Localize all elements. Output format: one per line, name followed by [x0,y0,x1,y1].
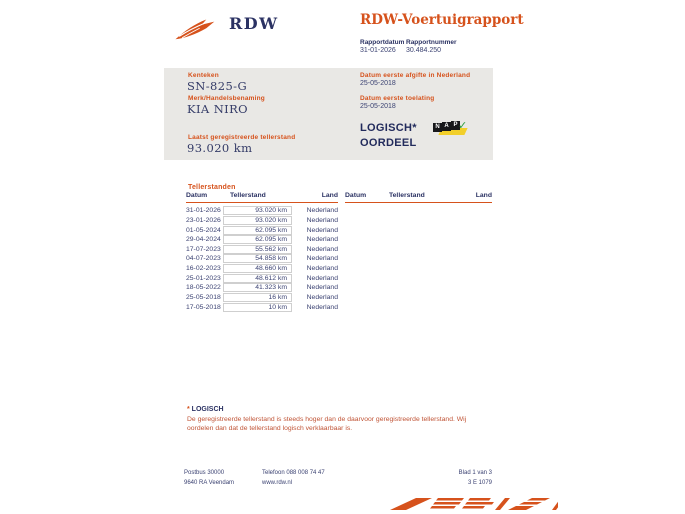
row-datum: 04-07-2023 [186,255,221,263]
row-tellerstand: 10 km [223,303,292,312]
logisch-footnote-title [187,406,224,413]
row-land: Nederland [306,226,338,234]
row-tellerstand: 62.095 km [223,235,292,244]
eerste-toelating-value: 25-05-2018 [360,103,396,110]
table-row [186,245,338,255]
row-datum: 01-05-2024 [186,226,221,234]
tellerstanden-table-left [186,192,338,312]
table-row [186,293,338,303]
footnote-title-text: LOGISCH [191,406,224,413]
row-land: Nederland [306,284,338,292]
footnote-asterisk: * [187,406,192,413]
row-tellerstand: 48.660 km [223,264,292,273]
row-tellerstand: 62.095 km [223,226,292,235]
table-header-row [345,192,492,203]
row-land: Nederland [306,245,338,253]
oordeel-line1: LOGISCH* [360,122,417,134]
speed-stripes-decoration [382,494,558,513]
eerste-toelating-label: Datum eerste toelating [360,95,435,102]
table-row [186,283,338,293]
col-header-land: Land [475,192,492,199]
rdw-logo-wing-icon [174,16,218,42]
oordeel-verdict [360,121,417,151]
eerste-afgifte-value: 25-05-2018 [360,80,396,87]
row-datum: 17-05-2018 [186,303,221,311]
footer-page-info [459,469,492,488]
rdw-logo-text: RDW [229,14,279,33]
row-datum: 16-02-2023 [186,265,221,273]
merk-label: Merk/Handelsbenaming [188,95,265,102]
row-land: Nederland [306,236,338,244]
tellerstanden-table-right [345,192,492,203]
col-header-datum: Datum [186,192,208,199]
kenteken-value: SN-825-G [187,79,248,93]
row-tellerstand: 48.612 km [223,274,292,283]
laatste-tellerstand-value: 93.020 km [187,141,253,155]
footer-contact [262,469,325,488]
report-date-value: 31-01-2026 [360,47,396,54]
row-datum: 25-05-2018 [186,293,221,301]
row-datum: 23-01-2026 [186,216,221,224]
footer-address-line1: Postbus 30000 [184,470,225,476]
row-tellerstand: 93.020 km [223,206,292,215]
table-header-row [186,192,338,203]
row-datum: 31-01-2026 [186,207,221,215]
table-row [186,254,338,264]
row-datum: 25-01-2023 [186,274,221,282]
footer-form-code: 3 E 1079 [467,479,492,486]
table-row [186,206,338,216]
nap-logo [433,121,471,138]
table-row [186,273,338,283]
row-datum: 18-05-2022 [186,284,221,292]
oordeel-line2: OORDEEL [360,137,417,149]
row-land: Nederland [306,274,338,282]
row-land: Nederland [306,216,338,224]
nap-checkmark-icon: ✓ [458,120,468,132]
row-land: Nederland [306,207,338,215]
row-datum: 17-07-2023 [186,245,221,253]
row-land: Nederland [306,265,338,273]
table-row [186,235,338,245]
table-row [186,216,338,226]
row-datum: 29-04-2024 [186,236,221,244]
page-title: RDW-Voertuigrapport [360,12,524,28]
table-row [186,225,338,235]
col-header-tellerstand: Tellerstand [389,192,425,199]
table-row [186,302,338,312]
footer-address [184,469,234,488]
row-tellerstand: 93.020 km [223,216,292,225]
logisch-footnote-text: De geregistreerde tellerstand is steeds hoger dan de daarvoor geregistreerde tellerstand. Wij oordelen dan dat de tellerstand logisch verklaarbaar is. [187,416,467,433]
merk-value: KIA NIRO [187,102,248,116]
kenteken-label: Kenteken [188,72,219,79]
eerste-afgifte-label: Datum eerste afgifte in Nederland [360,72,471,79]
footer-phone: Telefoon 088 008 74 47 [262,470,325,476]
row-land: Nederland [306,255,338,263]
table-rows [186,206,338,312]
report-number-label: Rapportnummer [406,39,457,46]
row-land: Nederland [306,303,338,311]
footer-website: www.rdw.nl [262,479,293,486]
footer-page-number: Blad 1 van 3 [458,470,492,476]
col-header-datum: Datum [345,192,367,199]
footer-address-line2: 9640 RA Veendam [184,479,235,486]
col-header-land: Land [321,192,338,199]
row-land: Nederland [306,293,338,301]
report-number-value: 30.484.250 [406,47,442,54]
report-date-label: Rapportdatum [360,39,405,46]
nap-letter-p: P [451,121,460,130]
col-header-tellerstand: Tellerstand [230,192,266,199]
table-row [186,264,338,274]
row-tellerstand: 41.323 km [223,283,292,292]
laatste-tellerstand-label: Laatst geregistreerde tellerstand [188,134,296,141]
row-tellerstand: 54.858 km [223,254,292,263]
row-tellerstand: 16 km [223,293,292,302]
nap-letter-a: A [442,122,451,131]
row-tellerstand: 55.562 km [223,245,292,254]
tellerstanden-section-title: Tellerstanden [188,184,236,191]
nap-letter-n: N [433,123,442,132]
